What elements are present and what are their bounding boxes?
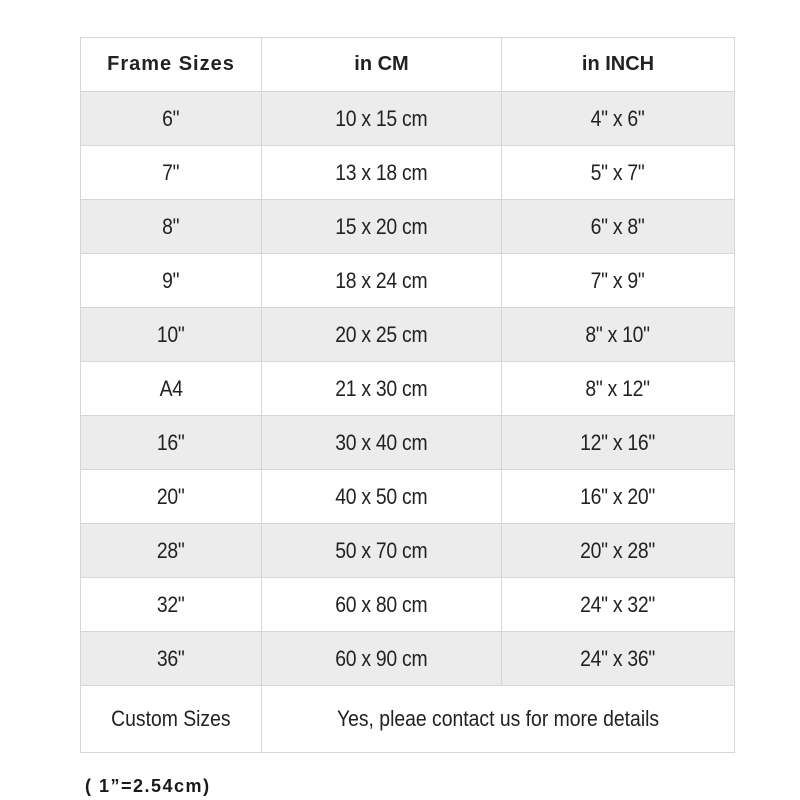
inch-size-cell: 16" x 20" [502,470,735,524]
frame-size-cell: 10" [81,308,262,362]
frame-size-cell: 7" [81,146,262,200]
cm-size-cell: 10 x 15 cm [262,92,502,146]
inch-size-cell: 24" x 32" [502,578,735,632]
frame-size-cell: 28" [81,524,262,578]
cm-size-cell: 50 x 70 cm [262,524,502,578]
frame-size-table [80,37,735,753]
frame-size-cell: 8" [81,200,262,254]
table-row [81,362,735,416]
inch-size-cell: 8" x 10" [502,308,735,362]
table-row [81,578,735,632]
frame-size-cell: 20" [81,470,262,524]
table-row [81,92,735,146]
custom-sizes-note: Yes, pleae contact us for more details [262,686,735,753]
inch-size-cell: 7" x 9" [502,254,735,308]
table-row [81,470,735,524]
custom-sizes-label: Custom Sizes [81,686,262,753]
frame-size-cell: 6" [81,92,262,146]
cm-size-cell: 30 x 40 cm [262,416,502,470]
table-row [81,416,735,470]
custom-sizes-row [81,686,735,753]
table-row [81,524,735,578]
cm-size-cell: 40 x 50 cm [262,470,502,524]
table-row [81,200,735,254]
frame-size-cell: 9" [81,254,262,308]
inch-size-cell: 8" x 12" [502,362,735,416]
cm-size-cell: 13 x 18 cm [262,146,502,200]
frame-size-cell: A4 [81,362,262,416]
header-frame-sizes: Frame Sizes [81,38,262,92]
table-header-row [81,38,735,92]
header-in-inch: in INCH [502,38,735,92]
frame-size-cell: 32" [81,578,262,632]
table-row [81,308,735,362]
inch-size-cell: 6" x 8" [502,200,735,254]
table-row [81,146,735,200]
inch-size-cell: 5" x 7" [502,146,735,200]
cm-size-cell: 60 x 90 cm [262,632,502,686]
header-in-cm: in CM [262,38,502,92]
cm-size-cell: 21 x 30 cm [262,362,502,416]
frame-size-cell: 36" [81,632,262,686]
inch-size-cell: 12" x 16" [502,416,735,470]
table-row [81,632,735,686]
inch-size-cell: 24" x 36" [502,632,735,686]
frame-size-cell: 16" [81,416,262,470]
cm-size-cell: 60 x 80 cm [262,578,502,632]
cm-size-cell: 15 x 20 cm [262,200,502,254]
inch-size-cell: 20" x 28" [502,524,735,578]
conversion-footnote: ( 1”=2.54cm) [85,776,211,796]
cm-size-cell: 18 x 24 cm [262,254,502,308]
table-row [81,254,735,308]
cm-size-cell: 20 x 25 cm [262,308,502,362]
inch-size-cell: 4" x 6" [502,92,735,146]
